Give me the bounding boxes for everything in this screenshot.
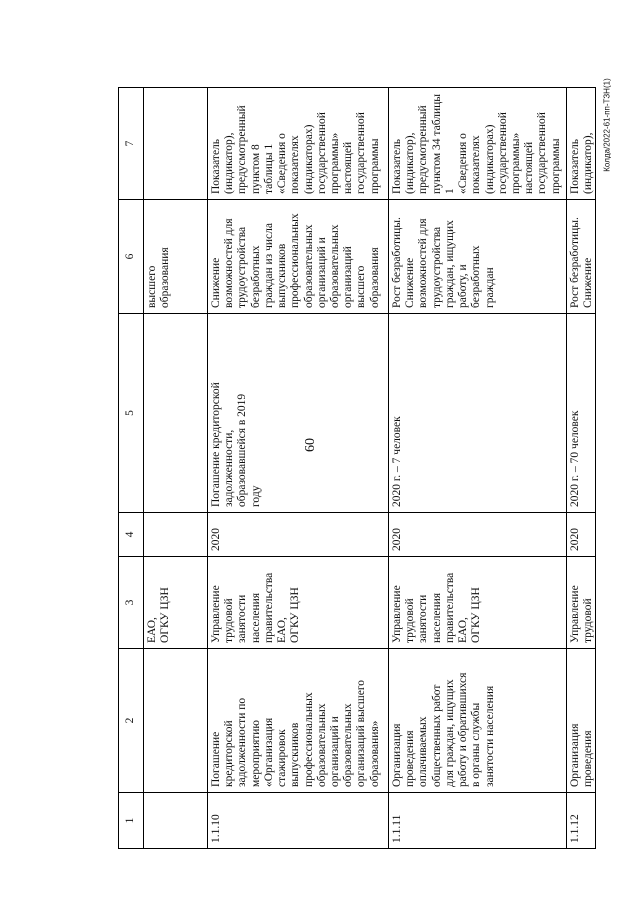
cell-measure: Организация проведения оплачиваемых общественных работ для граждан, ищущих работу и обратившихся в органы службы занятости населения [389,649,567,793]
table-row [389,88,567,849]
cell-year: 2020 [208,513,389,557]
cell-result: 2020 г. – 7 человек [389,314,567,513]
header-cell-3: 3 [119,557,144,649]
cell-indicator: Показатель (индикатор), предусмотренный пунктом 34 таблицы 1 «Сведения о показателях (индикаторах) государственной программы» настоящей государственной программы [389,88,567,200]
page-number: 60 [303,438,318,452]
cell-measure: Погашение кредиторской задолженности по мероприятию «Организация стажировок выпускников профессиональных образовательных организаций и образовательных организаций высшего образования» [208,649,389,793]
cell-result [144,314,208,513]
cell-result: Погашение кредиторской задолженности, образовавшейся в 2019 году [208,314,389,513]
cell-executor: Управление трудовой [567,557,596,649]
table-row [144,88,208,849]
cell-executor: Управление трудовой занятости населения правительства ЕАО, ОГКУ ЦЗН [389,557,567,649]
table-row [208,88,389,849]
cell-consequence: Снижение возможностей для трудоустройства безработных граждан из числа выпускников профессиональных образовательных организаций и образовательных организаций высшего образования [208,200,389,314]
header-cell-1: 1 [119,793,144,849]
cell-executor: ЕАО, ОГКУ ЦЗН [144,557,208,649]
cell-number [144,793,208,849]
cell-consequence: Рост безработицы. Снижение [567,200,596,314]
cell-result: 2020 г. – 70 человек [567,314,596,513]
cell-number: 1.1.10 [208,793,389,849]
cell-measure [144,649,208,793]
cell-year: 2020 [389,513,567,557]
cell-executor: Управление трудовой занятости населения правительства ЕАО, ОГКУ ЦЗН [208,557,389,649]
table-row [567,88,596,849]
cell-number: 1.1.11 [389,793,567,849]
cell-year: 2020 [567,513,596,557]
table-wrapper [118,88,595,849]
cell-indicator [144,88,208,200]
cell-indicator: Показатель (индикатор), предусмотренный пунктом 8 таблицы 1 «Сведения о показателях (индикаторах) государственной программы» настоящей государственной программы [208,88,389,200]
measures-table [118,87,596,849]
header-cell-4: 4 [119,513,144,557]
cell-measure: Организация проведения [567,649,596,793]
header-cell-7: 7 [119,88,144,200]
header-cell-6: 6 [119,200,144,314]
header-cell-5: 5 [119,314,144,513]
cell-number: 1.1.12 [567,793,596,849]
cell-consequence: высшего образования [144,200,208,314]
header-cell-2: 2 [119,649,144,793]
cell-indicator: Показатель (индикатор), [567,88,596,200]
document-code: Колда/2022-61-пп-ТЗН(1) [602,78,612,172]
cell-consequence: Рост безработицы. Снижение возможностей для трудоустройства граждан, ищущих работу, и безработных граждан [389,200,567,314]
header-row [119,88,144,849]
cell-year [144,513,208,557]
